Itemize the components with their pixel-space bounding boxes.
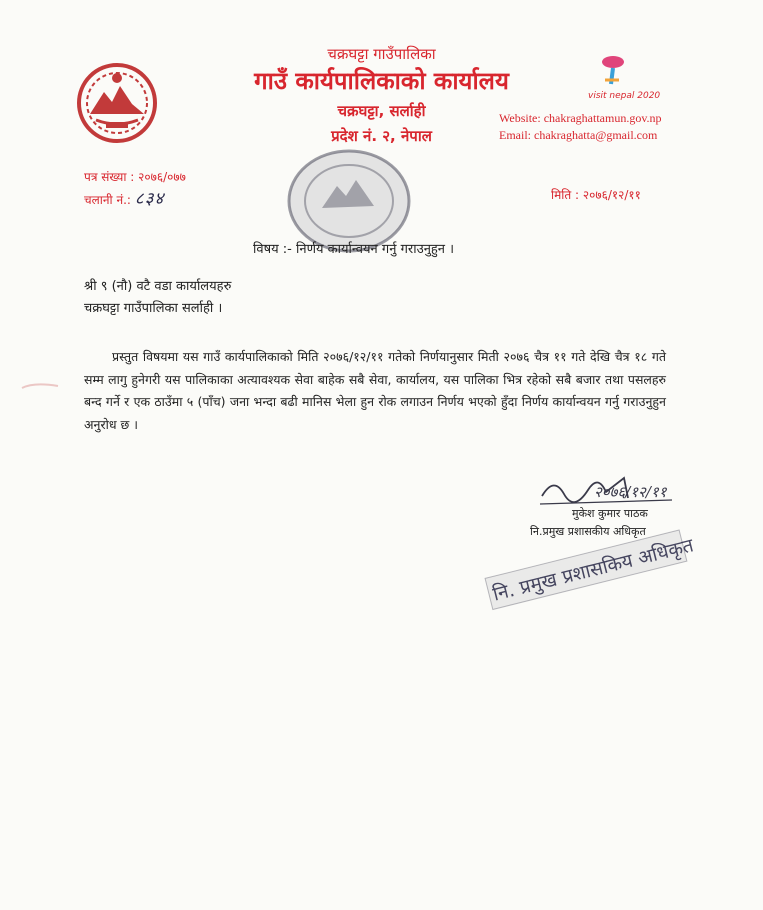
designation-rubber-stamp — [480, 530, 696, 610]
signer-name: मुकेश कुमार पाठक — [572, 507, 648, 520]
letter-body: प्रस्तुत विषयमा यस गाउँ कार्यपालिकाको मिति २०७६/१२/११ गतेको निर्णयानुसार मिती २०७६ चैत्र ११ गते देखि चैत्र १८ गते सम्म लागु हुनेगरी यस पालिकाका अत्यावश्यक सेवा बाहेक सबै सेवा, कार्यालय, यस पालिका भित्र रहेको सबै बजार तथा पसलहरु बन्द गर्ने र एक ठाउँमा ५ (पाँच) जना भन्दा बढी मानिस भेला हुन रोक लगाउन निर्णय भएको हुँदा निर्णय कार्यान्वयन गर्नु गराउनुहुन अनुरोध छ । — [84, 349, 666, 432]
scan-smudge — [20, 380, 60, 394]
dispatch-number: ८३४ — [134, 189, 165, 209]
visit-nepal-logo-text: visit nepal 2020 — [588, 91, 661, 101]
province: प्रदेश नं. २, नेपाल — [331, 127, 432, 145]
dispatch-number-line — [84, 186, 164, 209]
recipient-line-1: श्री ९ (नौ) वटै वडा कार्यालयहरु — [84, 279, 232, 294]
email-text: Email: chakraghatta@gmail.com — [499, 128, 658, 142]
website-text: Website: chakraghattamun.gov.np — [499, 111, 662, 125]
visit-nepal-logo — [585, 50, 661, 106]
subject-line: विषय :- निर्णय कार्यान्वयन गर्नु गराउनुहुन । — [253, 242, 455, 257]
signer-title: नि.प्रमुख प्रशासकीय अधिकृत — [530, 525, 646, 538]
rubber-stamp-text: नि. प्रमुख प्रशासकिय अधिकृत — [490, 534, 696, 606]
dispatch-label: चलानी नं.: — [84, 193, 131, 207]
recipient-line-2: चक्रघट्टा गाउँपालिका सर्लाही । — [84, 301, 223, 316]
office-title: गाउँ कार्यपालिकाको कार्यालय — [254, 67, 509, 95]
office-address: चक्रघट्टा, सर्लाही — [337, 102, 426, 120]
signature-date: २०७६/१२/११ — [594, 483, 667, 501]
letter-date: मिति : २०७६/१२/११ — [551, 188, 641, 202]
reference-number: पत्र संख्या : २०७६/०७७ — [84, 170, 186, 184]
municipality-name: चक्रघट्टा गाउँपालिका — [327, 45, 436, 63]
